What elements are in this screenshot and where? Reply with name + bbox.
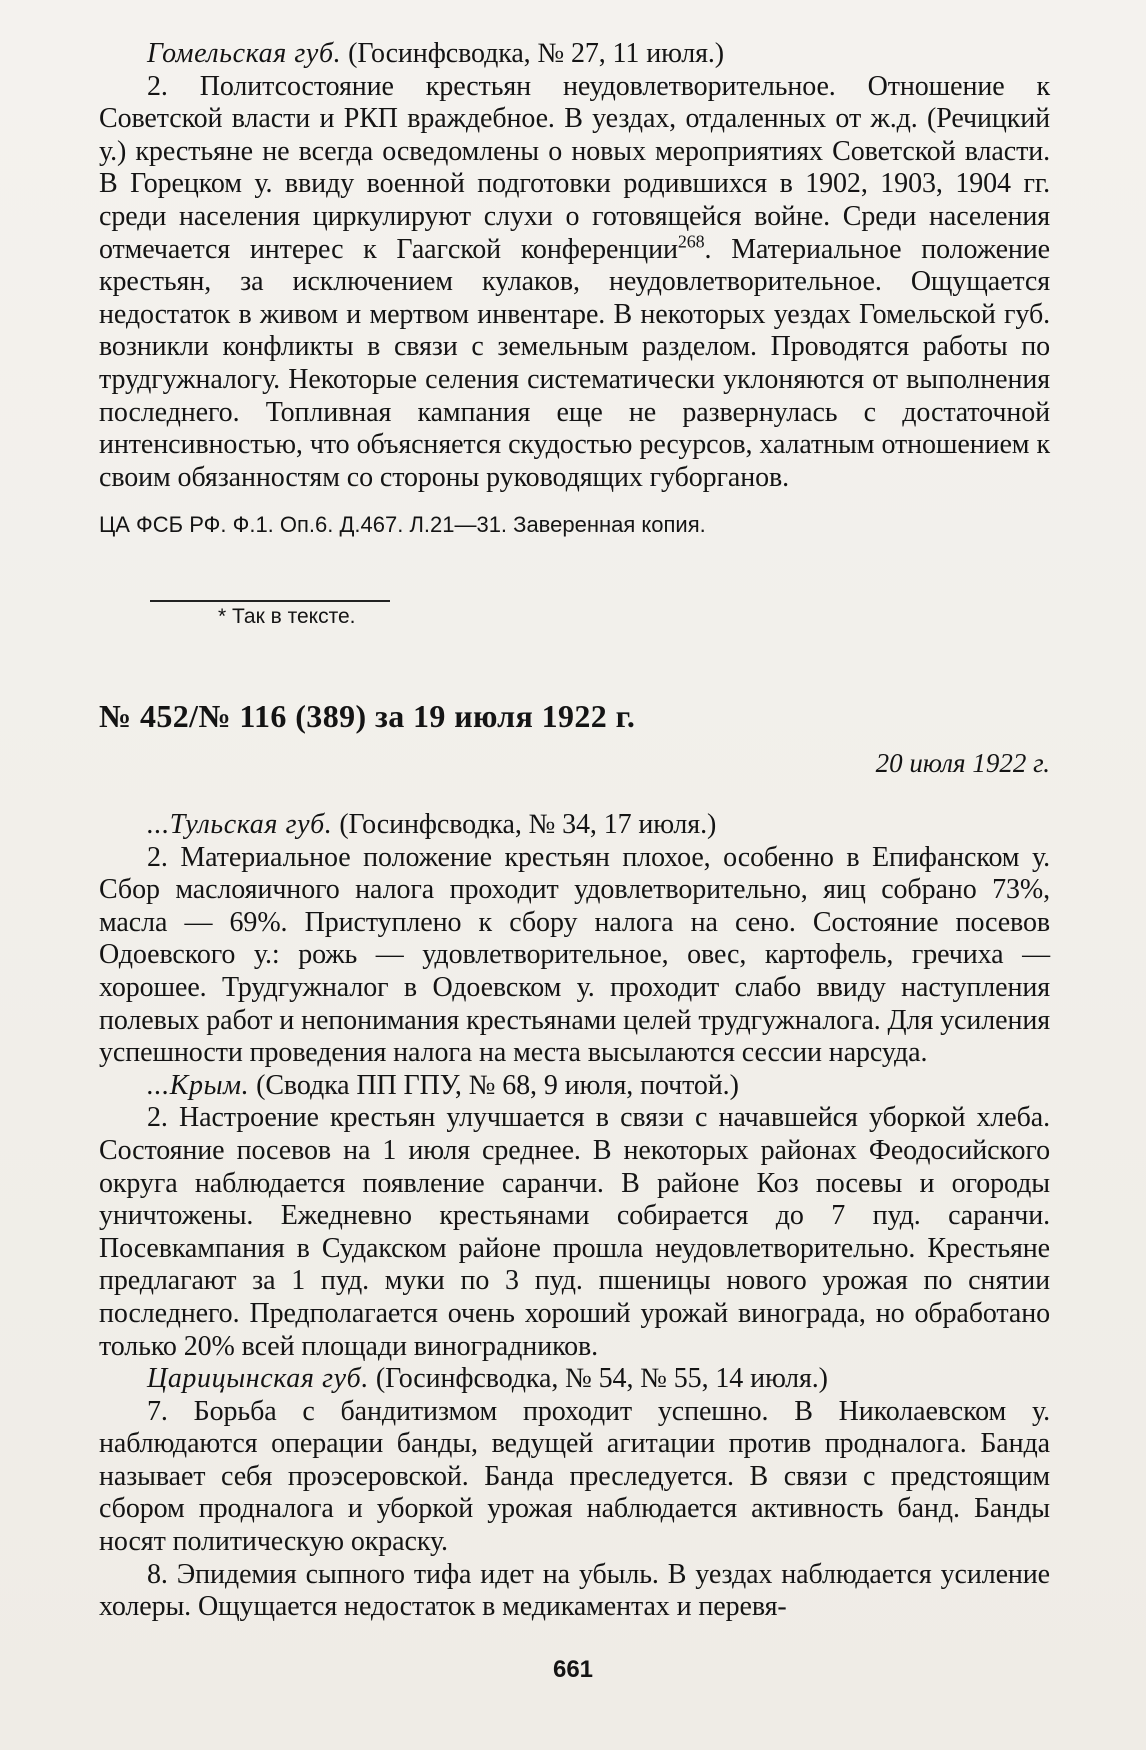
document-date: 20 июля 1922 г. (875, 748, 1050, 778)
tula-source-region: ...Тульская губ. (147, 809, 333, 840)
tsaritsyn-source-region: Царицынская губ. (147, 1363, 369, 1395)
crimea-source-region: ...Крым. (147, 1069, 250, 1101)
tsaritsyn-source-line (99, 1363, 1050, 1396)
gomel-archive-reference: ЦА ФСБ РФ. Ф.1. Оп.6. Д.467. Л.21—31. Заверенная копия. (99, 512, 706, 538)
gomel-paragraph-2 (99, 71, 1050, 495)
gomel-section (99, 38, 1050, 540)
document-heading: № 452/№ 116 (389) за 19 июля 1922 г. (99, 698, 636, 734)
gomel-source-region: Гомельская губ. (147, 38, 342, 69)
footnote-text: * Так в тексте. (218, 605, 356, 628)
gomel-paragraph-2-part-a: 2. Политсостояние крестьян неудовлетворительное. Отношение к Советской власти и РКП враждебное. В уездах, отдаленных от ж.д. (Речицкий у.) крестьяне не всегда осведомлены о новых мероприятиях Советской власти. В Горецком у. ввиду военной подготовки родившихся в 1902, 1903, 1904 гг. среди населения циркулируют слухи о готовящейся войне. Среди населения отмечается интерес к Гаагской конференции (99, 70, 1050, 265)
gomel-source-line (99, 38, 1050, 71)
tula-source-line (99, 809, 1050, 842)
footnote-ref-268[interactable]: 268 (677, 231, 705, 252)
gomel-source-detail: (Госинфсводка, № 27, 11 июля.) (341, 38, 724, 69)
page-number: 661 (552, 1656, 594, 1683)
tsaritsyn-source-detail: (Госинфсводка, № 54, № 55, 14 июля.) (368, 1363, 828, 1395)
crimea-paragraph-2: 2. Настроение крестьян улучшается в связи с начавшейся уборкой хлеба. Состояние посевов на 1 июля среднее. В некоторых районах Феодосийского округа наблюдается появление саранчи. В районе Коз посевы и огороды уничтожены. Ежедневно крестьянами собирается до 7 пуд. саранчи. Посевкампания в Судакском районе прошла неудовлетворительно. Крестьяне предлагают за 1 пуд. муки по 3 пуд. пшеницы нового урожая по снятии последнего. Предполагается очень хороший урожай винограда, но обработано только 20% всей площади виноградников. (99, 1102, 1050, 1362)
crimea-source-detail: (Сводка ПП ГПУ, № 68, 9 июля, почтой.) (249, 1069, 739, 1101)
tsaritsyn-paragraph-8: 8. Эпидемия сыпного тифа идет на убыль. В уездах наблюдается усиление холеры. Ощущается недостаток в медикаментах и перевя- (99, 1558, 1050, 1623)
tula-source-detail: (Госинфсводка, № 34, 17 июля.) (332, 809, 717, 840)
crimea-source-line (99, 1070, 1050, 1103)
report-body (99, 809, 1050, 1624)
tula-paragraph-2: 2. Материальное положение крестьян плохое, особенно в Епифанском у. Сбор маслояичного налога проходит удовлетворительно, яиц собрано 73%, масла — 69%. Приступлено к сбору налога на сено. Состояние посевов Одоевского у.: рожь — удовлетворительное, овес, картофель, гречиха — хорошее. Трудгужналог в Одоевском у. проходит слабо ввиду наступления полевых работ и непонимания крестьянами целей трудгужналога. Для усиления успешности проведения налога на места высылаются сессии нарсуда. (99, 841, 1050, 1069)
gomel-paragraph-2-part-b: . Материальное положение крестьян, за исключением кулаков, неудовлетворительное. Ощущается недостаток в живом и мертвом инвентаре. В некоторых уездах Гомельской губ. возникли конфликты в связи с земельным разделом. Проводятся работы по трудгужналогу. Некоторые селения систематически уклоняются от выполнения последнего. Топливная кампания еще не развернулась с достаточной интенсивностью, что объясняется скудостью ресурсов, халатным отношением к своим обязанностям со стороны руководящих губорганов. (99, 233, 1050, 493)
tsaritsyn-paragraph-7: 7. Борьба с бандитизмом проходит успешно. В Николаевском у. наблюдаются операции банды, ведущей агитации против продналога. Банда называет себя проэсеровской. Банда преследуется. В связи с предстоящим сбором продналога и уборкой урожая наблюдается активность банд. Банды носят политическую окраску. (99, 1395, 1050, 1558)
